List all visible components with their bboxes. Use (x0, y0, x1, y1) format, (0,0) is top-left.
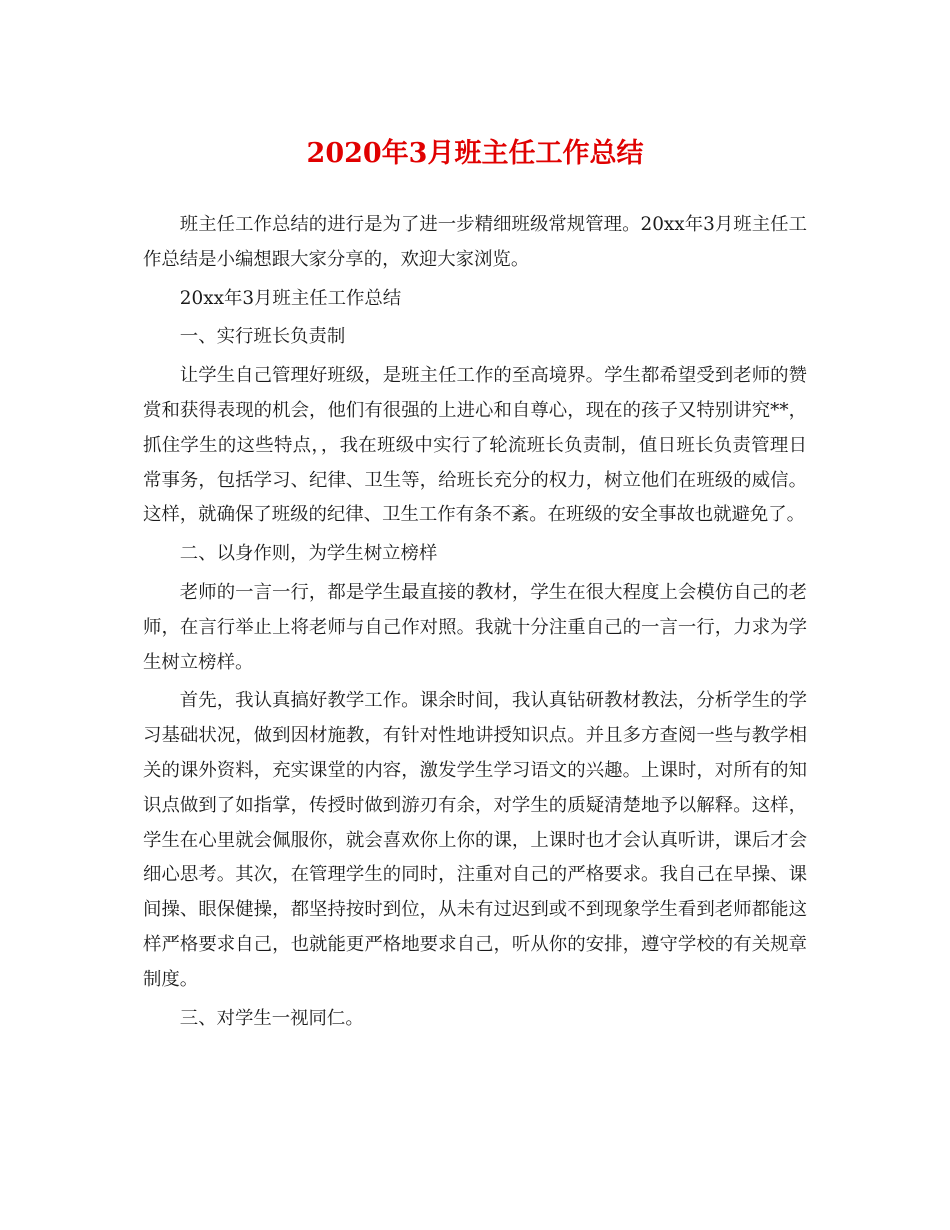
subtitle-paragraph: 20xx年3月班主任工作总结 (179, 287, 402, 309)
section-2-paragraph-2: 首先，我认真搞好教学工作。课余时间，我认真钻研教材教法，分析学生的学习基础状况，做到因材施教，有针对性地讲授知识点。并且多方查阅一些与教学相关的课外资料，充实课堂的内容，激发学生学习语文的兴趣。上课时，对所有的知识点做到了如指掌，传授时做到游刃有余，对学生的质疑清楚地予以解释。这样，学生在心里就会佩服你，就会喜欢你上你的课，上课时也才会认真听讲，课后才会细心思考。其次，在管理学生的同时，注重对自己的严格要求。我自己在早操、课间操、眼保健操，都坚持按时到位，从未有过迟到或不到现象学生看到老师都能这样严格要求自己，也就能更严格地要求自己，听从你的安排，遵守学校的有关规章制度。 (143, 690, 807, 990)
section-2-paragraph-1: 老师的一言一行，都是学生最直接的教材，学生在很大程度上会模仿自己的老师，在言行举止上将老师与自己作对照。我就十分注重自己的一言一行，力求为学生树立榜样。 (143, 581, 807, 673)
section-heading-1: 一、实行班长负责制 (179, 326, 346, 348)
document-body (143, 208, 807, 1036)
intro-paragraph: 班主任工作总结的进行是为了进一步精细班级常规管理。20xx年3月班主任工作总结是小编想跟大家分享的，欢迎大家浏览。 (143, 214, 807, 270)
section-1-paragraph: 让学生自己管理好班级，是班主任工作的至高境界。学生都希望受到老师的赞赏和获得表现的机会，他们有很强的上进心和自尊心，现在的孩子又特别讲究**，抓住学生的这些特点，，我在班级中实行了轮流班长负责制，值日班长负责管理日常事务，包括学习、纪律、卫生等，给班长充分的权力，树立他们在班级的威信。这样，就确保了班级的纪律、卫生工作有条不紊。在班级的安全事故也就避免了。 (143, 365, 807, 526)
section-heading-2: 二、以身作则，为学生树立榜样 (179, 543, 438, 565)
section-heading-3: 三、对学生一视同仁。 (179, 1007, 364, 1029)
document-title: 2020年3月班主任工作总结 (306, 138, 644, 169)
